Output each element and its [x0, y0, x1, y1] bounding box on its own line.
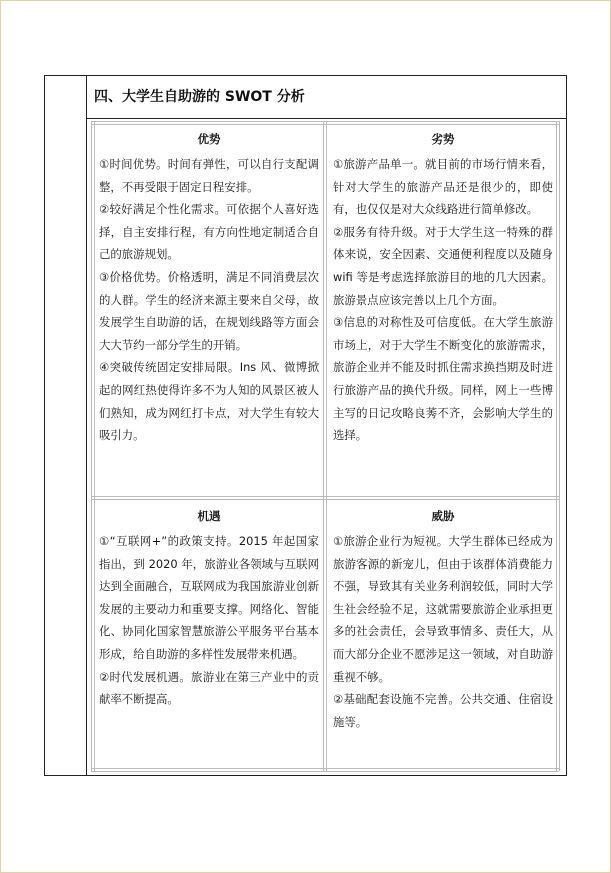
- opportunities-item: ①“互联网+”的政策支持。2015 年起国家指出，到 2020 年，旅游业各领域与互联网达到全面融合，互联网成为我国旅游业创新发展的主要动力和重要支撑。网络化、智能化、协同化国家智慧旅游公平服务平台基本形成，给自助游的多样性发展带来机遇。: [99, 534, 319, 661]
- grid-border-bottom-a: [91, 768, 559, 769]
- grid-divider-middle-b: [91, 499, 559, 500]
- grid-border-right-b: [559, 121, 560, 771]
- grid-border-bottom-b: [91, 771, 559, 772]
- swot-grid: [91, 121, 559, 771]
- grid-divider-center-a: [323, 121, 324, 771]
- weaknesses-item: ②服务有待升级。对于大学生这一特殊的群体来说，安全因素、交通便利程度以及随身 wifi 等是考虑选择旅游目的地的几大因素。旅游景点应该完善以上几个方面。: [333, 224, 553, 307]
- threats-item: ②基础配套设施不完善。公共交通、住宿设施等。: [333, 692, 553, 729]
- outer-table-left-column-divider: [86, 75, 87, 776]
- grid-border-left-b: [94, 121, 95, 771]
- grid-divider-center-b: [326, 121, 327, 771]
- strengths-item: ④突破传统固定安排局限。Ins 风、微博掀起的网红热使得许多不为人知的风景区被人们熟知，成为网红打卡点，对大学生有较大吸引力。: [99, 360, 319, 443]
- weaknesses-item: ③信息的对称性及可信度低。在大学生旅游市场上，对于大学生不断变化的旅游需求，旅游企业并不能及时抓住需求换挡期及时进行旅游产品的换代升级。同样，网上一些博主写的日记攻略良莠不齐，会影响大学生的选择。: [333, 315, 553, 443]
- strengths-cell: [99, 128, 319, 447]
- strengths-item: ①时间优势。时间有弹性，可以自行支配调整，不再受限于固定日程安排。: [99, 157, 319, 194]
- grid-divider-middle-a: [91, 496, 559, 497]
- threats-cell: [333, 505, 553, 733]
- grid-border-top-a: [91, 121, 559, 122]
- weaknesses-cell: [333, 128, 553, 447]
- grid-border-right-a: [556, 121, 557, 771]
- weaknesses-title: 劣势: [431, 132, 455, 146]
- section-title: 四、大学生自助游的 SWOT 分析: [94, 89, 305, 105]
- grid-border-left-a: [91, 121, 92, 771]
- weaknesses-item: ①旅游产品单一。就目前的市场行情来看，针对大学生的旅游产品还是很少的，即使有，也仅仅是对大众线路进行简单修改。: [333, 157, 553, 217]
- opportunities-title: 机遇: [197, 509, 221, 523]
- opportunities-item: ②时代发展机遇。旅游业在第三产业中的贡献率不断提高。: [99, 669, 319, 707]
- threats-item: ①旅游企业行为短视。大学生群体已经成为旅游客源的新宠儿，但由于该群体消费能力不强，导致其有关业务利润较低，同时大学生社会经验不足，这就需要旅游企业承担更多的社会责任，会导致事情多、责任大，从而大部分企业不愿涉足这一领域，对自助游重视不够。: [333, 534, 553, 684]
- strengths-title: 优势: [197, 132, 221, 146]
- strengths-item: ③价格优势。价格透明，满足不同消费层次的人群。学生的经济来源主要来自父母，故发展学生自助游的话，在规划线路等方面会大大节约一部分学生的开销。: [99, 269, 319, 352]
- title-row-divider: [86, 118, 567, 119]
- threats-title: 威胁: [431, 509, 455, 523]
- grid-border-top-b: [91, 124, 559, 125]
- opportunities-cell: [99, 505, 319, 711]
- strengths-item: ②较好满足个性化需求。可依据个人喜好选择，自主安排行程，有方向性地定制适合自己的旅游规划。: [99, 202, 319, 262]
